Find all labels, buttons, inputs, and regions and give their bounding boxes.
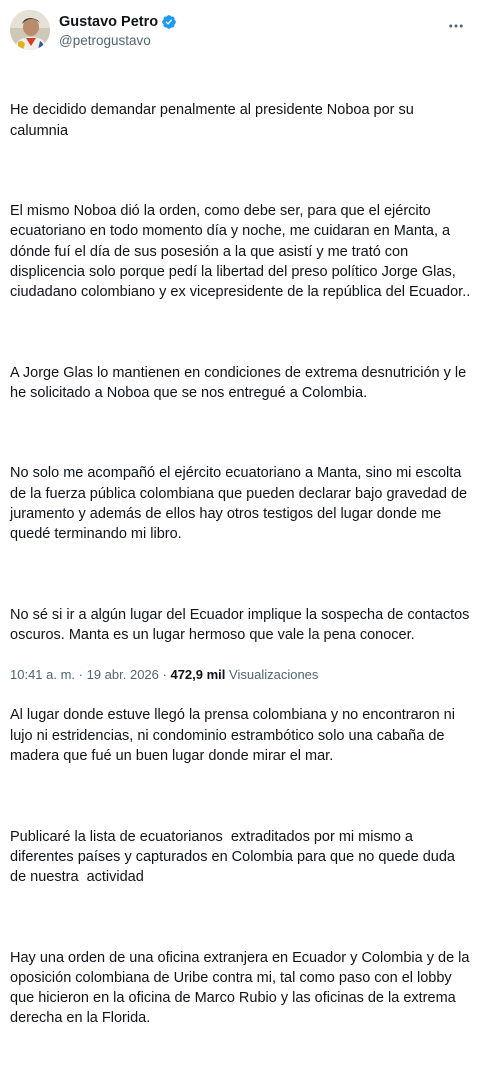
views-label: Visualizaciones	[229, 667, 319, 682]
tweet-header	[10, 10, 474, 52]
handle[interactable]: @petrogustavo	[59, 33, 151, 48]
post-date[interactable]: 19 abr. 2026	[86, 667, 159, 682]
tweet-paragraph: He decidido demandar penalmente al presidente Noboa por su calumnia	[10, 102, 418, 139]
avatar-image	[10, 10, 50, 50]
tweet-paragraph: No sé si ir a algún lugar del Ecuador implique la sospecha de contactos oscuros. Manta es un lugar hermoso que vale la pena conocer.	[10, 606, 474, 643]
meta-separator: ·	[158, 667, 171, 682]
tweet-paragraph: Al lugar donde estuve llegó la prensa colombiana y no encontraron ni lujo ni estridencias, ni condominio estrambótico solo una cabaña de madera que fué un buen lugar donde mirar el mar.	[10, 707, 459, 764]
tweet-meta	[10, 666, 318, 683]
tweet-paragraph: A Jorge Glas lo mantienen en condiciones de extrema desnutrición y le he solicitado a Noboa que se nos entregué a Colombia.	[10, 364, 471, 401]
tweet-paragraph: No solo me acompañó el ejército ecuatoriano a Manta, sino mi escolta de la fuerza pública colombiana que pueden declarar bajo gravedad de juramento y además de ellos hay otros testigos del lugar donde me quedé terminando mi libro.	[10, 465, 472, 543]
display-name-row	[59, 13, 177, 31]
more-options-icon[interactable]	[446, 16, 466, 36]
verified-badge-icon[interactable]	[161, 14, 177, 30]
tweet-paragraph: El mismo Noboa dió la orden, como debe ser, para que el ejército ecuatoriano en todo momento día y noche, me cuidaran en Manta, a dónde fuí el día de sus posesión a la que asistí y me trató con displicencia solo porque pedí la libertad del preso político Jorge Glas, ciudadano colombiano y ex vicepresidente de la república del Ecuador..	[10, 203, 471, 301]
post-time[interactable]: 10:41 a. m.	[10, 667, 76, 682]
views-count: 472,9 mil	[170, 667, 226, 682]
tweet-paragraph: Hay una orden de una oficina extranjera en Ecuador y Colombia y de la oposición colombiana de Uribe contra mi, tal como paso con el lobby que hicieron en la oficina de Marco Rubio y las oficinas de la extrema derecha en la Florida.	[10, 949, 474, 1027]
author-block	[59, 13, 177, 49]
tweet-text	[10, 60, 472, 1089]
tweet-paragraph: Publicaré la lista de ecuatorianos extraditados por mi mismo a diferentes países y capturados en Colombia para que no quede duda de nuestra actividad	[10, 828, 460, 885]
avatar[interactable]	[10, 10, 50, 50]
meta-separator: ·	[75, 667, 87, 682]
display-name[interactable]: Gustavo Petro	[59, 14, 159, 30]
